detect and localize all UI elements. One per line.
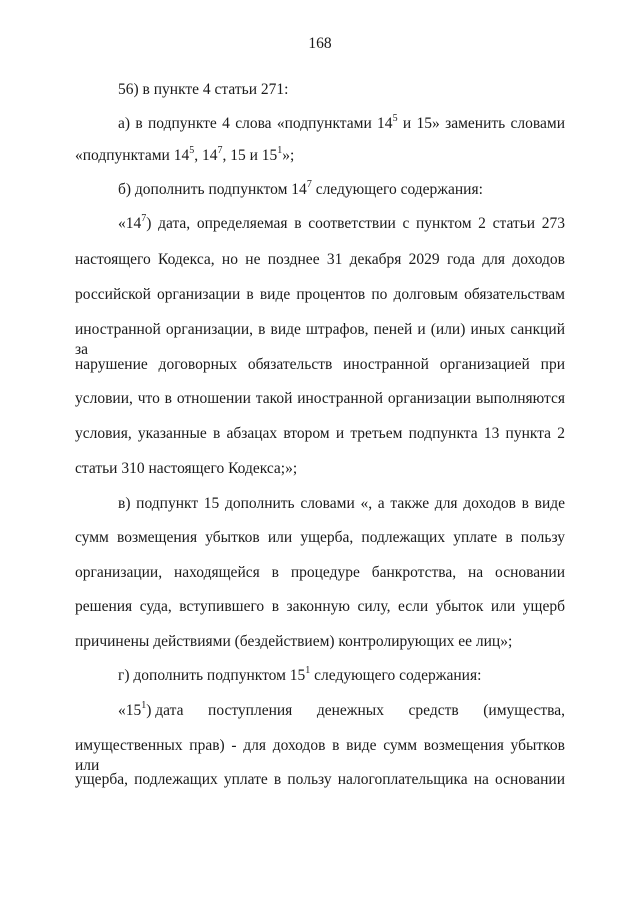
paragraph-v-line-5: причинены действиями (бездействием) контролирующих ее лиц»; [75, 633, 513, 650]
word: поступления [208, 702, 293, 719]
quote-14-7-line-3: российской организации в виде процентов по долговым обязательствам [75, 286, 565, 303]
paragraph-v-line-1: в) подпункт 15 дополнить словами «, а также для доходов в виде [118, 495, 565, 512]
word: (имущества, [483, 702, 565, 719]
paragraph-56: 56) в пункте 4 статьи 271: [118, 81, 289, 98]
quote-15-1-line-1 [118, 701, 565, 721]
paragraph-b: б) дополнить подпунктом $14^7$ следующего содержания: [118, 178, 483, 198]
quote-14-7-line-7: условия, указанные в абзацах втором и третьем подпункта 13 пункта 2 [75, 425, 565, 442]
paragraph-g: г) дополнить подпунктом $15^1$ следующего содержания: [118, 664, 482, 684]
word: денежных [316, 702, 384, 719]
paragraph-v-line-4: решения суда, вступившего в законную силу, если убыток или ущерб [75, 598, 565, 615]
quote-14-7-line-1: «$14^7$) дата, определяемая в соответствии с пунктом 2 статьи 273 [118, 212, 565, 232]
page-number: 168 [308, 35, 332, 52]
word: «$15^1$) дата [118, 699, 184, 719]
paragraph-a-line-2: «подпунктами $14^5$, $14^7$, 15 и $15^1$»; [75, 144, 295, 164]
quote-14-7-line-8: статьи 310 настоящего Кодекса;»; [75, 460, 298, 477]
word: средств [408, 702, 459, 719]
quote-14-7-line-4: иностранной организации, в виде штрафов, пеней и (или) иных санкций за [75, 321, 565, 358]
quote-14-7-line-2: настоящего Кодекса, но не позднее 31 декабря 2029 года для доходов [75, 251, 565, 268]
quote-14-7-line-6: условии, что в отношении такой иностранной организации выполняются [75, 390, 565, 407]
quote-15-1-line-2: имущественных прав) - для доходов в виде сумм возмещения убытков или [75, 737, 565, 774]
quote-14-7-line-5: нарушение договорных обязательств иностранной организацией при [75, 356, 565, 373]
paragraph-v-line-2: сумм возмещения убытков или ущерба, подлежащих уплате в пользу [75, 529, 565, 546]
paragraph-v-line-3: организации, находящейся в процедуре банкротства, на основании [75, 564, 565, 581]
paragraph-a-line-1: а) в подпункте 4 слова «подпунктами $14^5$ и 15» заменить словами [118, 112, 565, 132]
quote-15-1-line-3: ущерба, подлежащих уплате в пользу налогоплательщика на основании [75, 771, 565, 788]
